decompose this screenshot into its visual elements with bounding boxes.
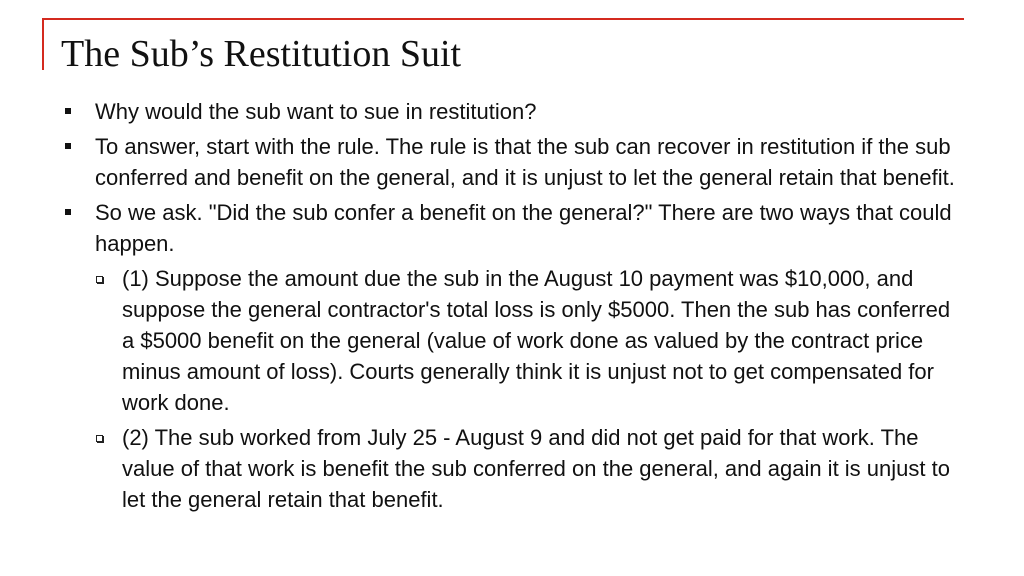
bullet-text: So we ask. "Did the sub confer a benefit on the general?" There are two ways that could happen.	[95, 200, 952, 256]
bullet-item-3	[0, 197, 955, 259]
sub-bullet-item-1	[0, 263, 952, 418]
bullet-item-1	[0, 96, 955, 127]
title-rule-top	[42, 18, 964, 20]
title-rule-left	[42, 18, 44, 70]
sub-bullet-item-2	[0, 422, 952, 515]
bullet-text: Why would the sub want to sue in restitution?	[95, 99, 537, 124]
slide-title: The Sub’s Restitution Suit	[61, 33, 462, 75]
sub-bullet-text: (2) The sub worked from July 25 - August 9 and did not get paid for that work. The value of that work is benefit the sub conferred on the general, and again it is unjust to let the general retain that benefit.	[122, 425, 950, 512]
slide-body	[0, 96, 1024, 519]
sub-bullet-text: (1) Suppose the amount due the sub in the August 10 payment was $10,000, and suppose the general contractor's total loss is only $5000. Then the sub has conferred a $5000 benefit on the general (value of work done as valued by the contract price minus amount of loss). Courts generally think it is unjust not to get compensated for work done.	[122, 266, 951, 415]
bullet-text: To answer, start with the rule. The rule is that the sub can recover in restitution if the sub conferred and benefit on the general, and it is unjust to let the general retain that benefit.	[95, 134, 955, 190]
bullet-item-2	[0, 131, 955, 193]
